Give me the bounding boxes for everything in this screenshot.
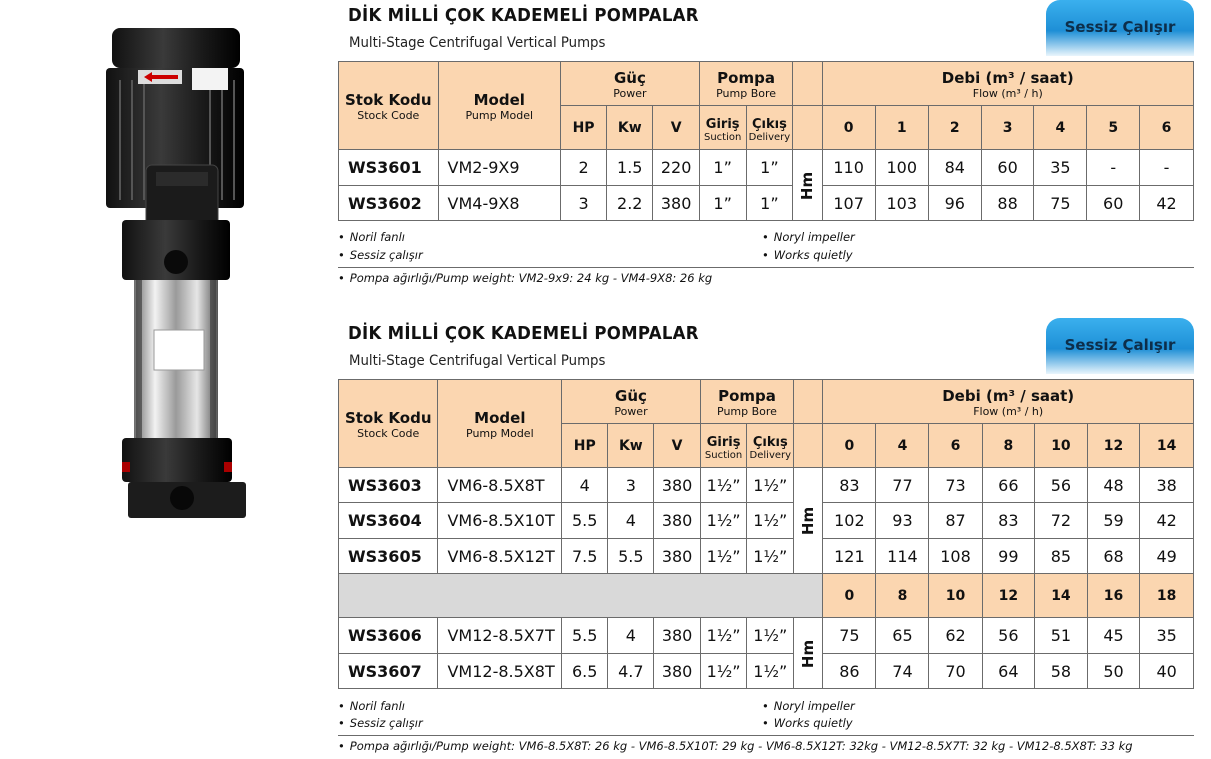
table-row [339, 468, 1194, 503]
stock-code: WS3604 [339, 503, 438, 539]
flow-value: 58 [1035, 654, 1088, 689]
flow-value: 51 [1035, 618, 1088, 654]
divider [338, 267, 1194, 268]
flow-value: 35 [1034, 150, 1087, 186]
model-name: VM6-8.5X8T [438, 468, 562, 503]
delivery-value: 1” [746, 186, 793, 221]
flow-value: 40 [1140, 654, 1194, 689]
stock-code-header: Stok Kodu Stock Code [339, 62, 439, 150]
suction-value: 1½” [700, 618, 747, 654]
flow-value: 86 [823, 654, 876, 689]
flow-col-header: 6 [929, 424, 982, 468]
flow-value: 72 [1035, 503, 1088, 539]
model-header: Model Pump Model [438, 62, 560, 150]
voltage-value: 380 [654, 654, 700, 689]
kw-header: Kw [607, 106, 653, 150]
note-left-1: • Noril fanlı [338, 699, 405, 713]
flow-col-header: 0 [823, 424, 876, 468]
model-header: Model Pump Model [438, 380, 562, 468]
table-row [339, 654, 1194, 689]
table-row [339, 618, 1194, 654]
flow-value: 42 [1140, 503, 1194, 539]
flow-value: 65 [876, 618, 929, 654]
suction-value: 1½” [700, 468, 747, 503]
flow-col-header: 0 [822, 106, 875, 150]
flow-col-header: 18 [1140, 574, 1194, 618]
hp-value: 3 [561, 186, 607, 221]
kw-value: 2.2 [607, 186, 653, 221]
flow-value: 45 [1087, 618, 1140, 654]
flow-value: 35 [1140, 618, 1194, 654]
flow-value: 102 [823, 503, 876, 539]
delivery-value: 1” [746, 150, 793, 186]
flow-col-header: 10 [929, 574, 982, 618]
flow-value: 121 [823, 539, 876, 574]
section-subtitle: Multi-Stage Centrifugal Vertical Pumps [349, 353, 606, 369]
table-row [339, 186, 1194, 221]
quiet-badge: Sessiz Çalışır [1046, 318, 1194, 374]
suction-value: 1” [699, 150, 746, 186]
suction-value: 1½” [700, 654, 747, 689]
flow-col-header: 0 [823, 574, 876, 618]
note-right-2: • Works quietly [762, 248, 853, 262]
flow-value: 62 [929, 618, 982, 654]
model-name: VM4-9X8 [438, 186, 560, 221]
hp-value: 5.5 [562, 618, 608, 654]
stock-code: WS3602 [339, 186, 439, 221]
hm-header-spacer-2 [793, 106, 822, 150]
hp-value: 6.5 [562, 654, 608, 689]
flow-value: 99 [982, 539, 1035, 574]
flow-col-header: 5 [1087, 106, 1140, 150]
flow-value: 66 [982, 468, 1035, 503]
flow-value: 68 [1087, 539, 1140, 574]
flow-value: 110 [822, 150, 875, 186]
model-name: VM6-8.5X12T [438, 539, 562, 574]
model-name: VM12-8.5X7T [438, 618, 562, 654]
suction-value: 1½” [700, 539, 747, 574]
flow-col-header: 4 [1034, 106, 1087, 150]
flow-value: 38 [1140, 468, 1194, 503]
section-subtitle: Multi-Stage Centrifugal Vertical Pumps [349, 35, 606, 51]
kw-value: 4 [608, 503, 654, 539]
delivery-value: 1½” [747, 503, 794, 539]
flow-col-header: 14 [1140, 424, 1194, 468]
suction-value: 1½” [700, 503, 747, 539]
note-left-2: • Sessiz çalışır [338, 716, 423, 730]
note-left-2: • Sessiz çalışır [338, 248, 423, 262]
flow-value: 48 [1087, 468, 1140, 503]
delivery-header: Çıkış Delivery [747, 424, 794, 468]
table-row [339, 539, 1194, 574]
note-right-1: • Noryl impeller [762, 230, 855, 244]
note-right-1: • Noryl impeller [762, 699, 855, 713]
voltage-value: 380 [654, 503, 700, 539]
kw-value: 4 [608, 618, 654, 654]
pump-image [100, 20, 250, 525]
flow-col-header: 12 [1087, 424, 1140, 468]
flow-col-header: 16 [1087, 574, 1140, 618]
hp-value: 5.5 [562, 503, 608, 539]
hm-header-spacer-2 [794, 424, 823, 468]
voltage-value: 380 [654, 618, 700, 654]
flow-value: 93 [876, 503, 929, 539]
flow-value: 108 [929, 539, 982, 574]
hm-header-spacer [793, 62, 822, 106]
header-row-1 [339, 62, 1194, 106]
flow-value: 85 [1035, 539, 1088, 574]
kw-value: 4.7 [608, 654, 654, 689]
delivery-value: 1½” [747, 539, 794, 574]
suction-header: Giriş Suction [700, 424, 747, 468]
hm-label: Hm [793, 150, 822, 221]
note-left-1: • Noril fanlı [338, 230, 405, 244]
flow-value: 75 [1034, 186, 1087, 221]
flow-subheader-row [339, 574, 1194, 618]
flow-col-header: 8 [982, 424, 1035, 468]
delivery-value: 1½” [747, 618, 794, 654]
flow-col-header: 3 [981, 106, 1034, 150]
kw-value: 3 [608, 468, 654, 503]
grey-spacer [339, 574, 823, 618]
stock-code: WS3601 [339, 150, 439, 186]
flow-col-header: 6 [1140, 106, 1194, 150]
table-row [339, 503, 1194, 539]
flow-value: 50 [1087, 654, 1140, 689]
voltage-value: 380 [653, 186, 699, 221]
stock-code: WS3607 [339, 654, 438, 689]
flow-col-header: 10 [1035, 424, 1088, 468]
flow-value: - [1087, 150, 1140, 186]
hp-value: 4 [562, 468, 608, 503]
flow-col-header: 1 [875, 106, 928, 150]
quiet-badge: Sessiz Çalışır [1046, 0, 1194, 56]
flow-header: Debi (m³ / saat) Flow (m³ / h) [822, 62, 1193, 106]
delivery-value: 1½” [747, 654, 794, 689]
flow-col-header: 2 [928, 106, 981, 150]
weight-note: • Pompa ağırlığı/Pump weight: VM6-8.5X8T: 26 kg - VM6-8.5X10T: 29 kg - VM6-8.5X12T: 32kg - VM12-8.5X7T: 32 kg - VM12-8.5X8T: 33 kg [338, 739, 1133, 753]
power-header: Güç Power [562, 380, 701, 424]
spec-table [338, 379, 1194, 689]
flow-col-header: 12 [982, 574, 1035, 618]
weight-note: • Pompa ağırlığı/Pump weight: VM2-9x9: 24 kg - VM4-9X8: 26 kg [338, 271, 712, 285]
flow-header: Debi (m³ / saat) Flow (m³ / h) [823, 380, 1194, 424]
flow-value: 96 [928, 186, 981, 221]
flow-value: 60 [981, 150, 1034, 186]
stock-code: WS3606 [339, 618, 438, 654]
stock-code: WS3605 [339, 539, 438, 574]
note-right-2: • Works quietly [762, 716, 853, 730]
section-title: DİK MİLLİ ÇOK KADEMELİ POMPALAR [348, 323, 699, 344]
flow-value: 59 [1087, 503, 1140, 539]
table-row [339, 150, 1194, 186]
bore-header: Pompa Pump Bore [699, 62, 793, 106]
power-header: Güç Power [561, 62, 700, 106]
flow-value: 83 [982, 503, 1035, 539]
kw-header: Kw [608, 424, 654, 468]
voltage-value: 220 [653, 150, 699, 186]
suction-value: 1” [699, 186, 746, 221]
flow-value: 56 [982, 618, 1035, 654]
hp-value: 2 [561, 150, 607, 186]
flow-value: 100 [875, 150, 928, 186]
flow-value: 64 [982, 654, 1035, 689]
hp-value: 7.5 [562, 539, 608, 574]
flow-value: 107 [822, 186, 875, 221]
divider [338, 735, 1194, 736]
spec-table [338, 61, 1194, 221]
hp-header: HP [562, 424, 608, 468]
section-title: DİK MİLLİ ÇOK KADEMELİ POMPALAR [348, 5, 699, 26]
v-header: V [653, 106, 699, 150]
flow-value: 56 [1035, 468, 1088, 503]
hm-header-spacer [794, 380, 823, 424]
header-row-1 [339, 380, 1194, 424]
delivery-value: 1½” [747, 468, 794, 503]
flow-value: 84 [928, 150, 981, 186]
flow-col-header: 8 [876, 574, 929, 618]
flow-value: 83 [823, 468, 876, 503]
hm-label: Hm [794, 468, 823, 574]
v-header: V [654, 424, 700, 468]
model-name: VM6-8.5X10T [438, 503, 562, 539]
voltage-value: 380 [654, 539, 700, 574]
flow-value: 60 [1087, 186, 1140, 221]
model-name: VM2-9X9 [438, 150, 560, 186]
flow-value: 75 [823, 618, 876, 654]
flow-value: 74 [876, 654, 929, 689]
voltage-value: 380 [654, 468, 700, 503]
suction-header: Giriş Suction [699, 106, 746, 150]
kw-value: 1.5 [607, 150, 653, 186]
flow-value: 42 [1140, 186, 1194, 221]
flow-value: 49 [1140, 539, 1194, 574]
flow-col-header: 4 [876, 424, 929, 468]
kw-value: 5.5 [608, 539, 654, 574]
flow-col-header: 14 [1035, 574, 1088, 618]
delivery-header: Çıkış Delivery [746, 106, 793, 150]
bore-header: Pompa Pump Bore [700, 380, 793, 424]
hp-header: HP [561, 106, 607, 150]
flow-value: 103 [875, 186, 928, 221]
flow-value: 114 [876, 539, 929, 574]
flow-value: 87 [929, 503, 982, 539]
flow-value: - [1140, 150, 1194, 186]
flow-value: 88 [981, 186, 1034, 221]
stock-code-header: Stok Kodu Stock Code [339, 380, 438, 468]
flow-value: 77 [876, 468, 929, 503]
flow-value: 73 [929, 468, 982, 503]
hm-label: Hm [794, 618, 823, 689]
flow-value: 70 [929, 654, 982, 689]
model-name: VM12-8.5X8T [438, 654, 562, 689]
stock-code: WS3603 [339, 468, 438, 503]
